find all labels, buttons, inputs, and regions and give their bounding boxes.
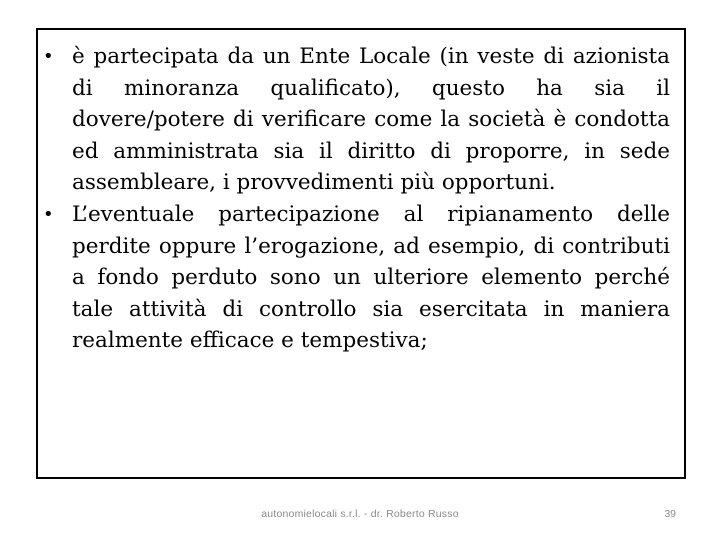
footer-text: autonomielocali s.r.l. - dr. Roberto Russo — [261, 508, 459, 520]
content-box — [36, 28, 686, 479]
bullet-text-2: L’eventuale partecipazione al ripianamento delle perdite oppure l’erogazione, ad esempio, di contributi a fondo perduto sono un ulteriore elemento perché tale attività di controllo sia esercitata in maniera realmente efficace e tempestiva; — [72, 201, 670, 354]
bullet-icon: • — [43, 46, 54, 67]
bullet-icon: • — [43, 203, 54, 225]
bullet-text-1: è partecipata da un Ente Locale (in veste di azionista di minoranza qualificato), questo ha sia il dovere/potere di verificare come la società è condotta ed amministrata sia il diritto di proporre, in sede assembleare, i provvedimenti più opportuni. — [72, 44, 670, 196]
bullet-list — [38, 41, 684, 357]
page-number: 39 — [664, 508, 676, 520]
bullet-item-1 — [38, 41, 684, 199]
bullet-item-2 — [38, 199, 684, 357]
